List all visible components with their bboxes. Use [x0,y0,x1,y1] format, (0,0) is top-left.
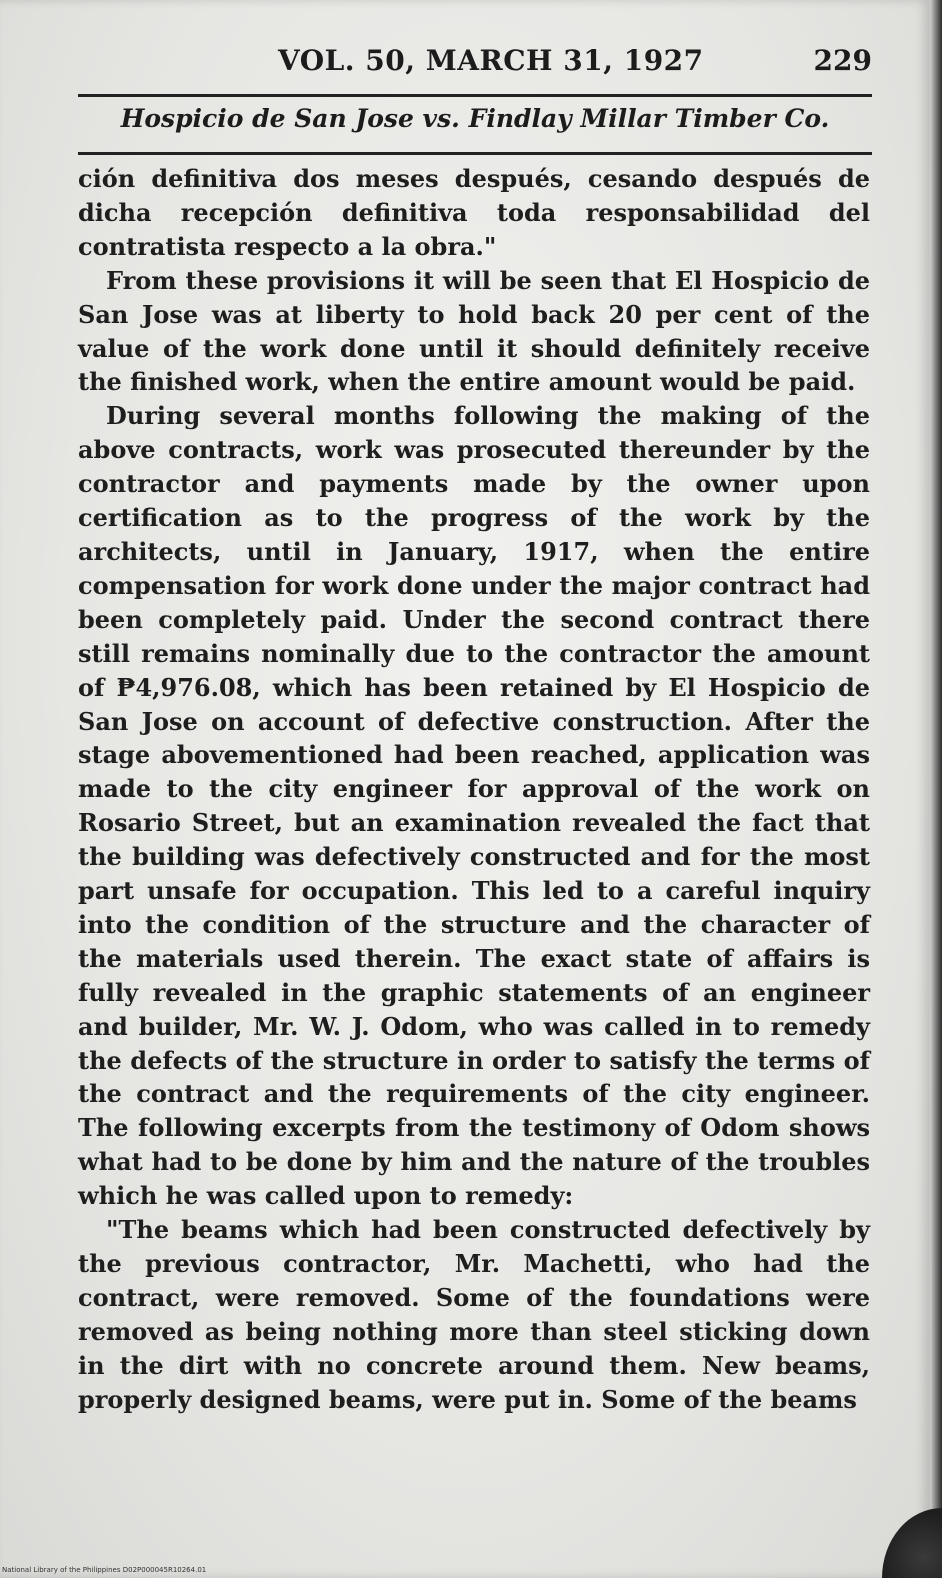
volume-date-heading: VOL. 50, MARCH 31, 1927 [278,44,704,77]
page-edge-shadow [930,0,942,1578]
paragraph-1: ción definitiva dos meses después, cesando después de dicha recepción definitiva toda responsabilidad del contratista respecto a la obra." [78,164,870,261]
case-title: Hospicio de San Jose vs. Findlay Millar Timber Co. [120,104,830,133]
body-text [78,162,870,1417]
page-number: 229 [813,44,872,77]
paragraph-2: From these provisions it will be seen that El Hospicio de San Jose was at liberty to hold back 20 per cent of the value of the work done until it should definitely receive the finished work, when the entire amount would be paid. [78,265,870,397]
paragraph-4: "The beams which had been constructed defectively by the previous contractor, Mr. Machetti, who had the contract, were removed. Some of the foundations were removed as being nothing more than steel sticking down in the dirt with no concrete around them. New beams, properly designed beams, were put in. Some of the beams [78,1215,870,1414]
page-header [78,44,872,84]
header-rule-bottom [78,152,872,155]
library-footer: National Library of the Philippines D02P000045R10264.01 [2,1566,207,1574]
paragraph-3: During several months following the making of the above contracts, work was prosecuted thereunder by the contractor and payments made by the owner upon certification as to the progress of the work by the architects, until in January, 1917, when the entire compensation for work done under the major contract had been completely paid. Under the second contract there still remains nominally due to the contractor the amount of ₱4,976.08, which has been retained by El Hospicio de San Jose on account of defective construction. After the stage abovementioned had been reached, application was made to the city engineer for approval of the work on Rosario Street, but an examination revealed the fact that the building was defectively constructed and for the most part unsafe for occupation. This led to a careful inquiry into the condition of the structure and the character of the materials used therein. The exact state of affairs is fully revealed in the graphic statements of an engineer and builder, Mr. W. J. Odom, who was called in to remedy the defects of the structure in order to satisfy the terms of the contract and the requirements of the city engineer. The following excerpts from the testimony of Odom shows what had to be done by him and the nature of the troubles which he was called upon to remedy: [78,401,870,1211]
header-rule-top [78,94,872,97]
